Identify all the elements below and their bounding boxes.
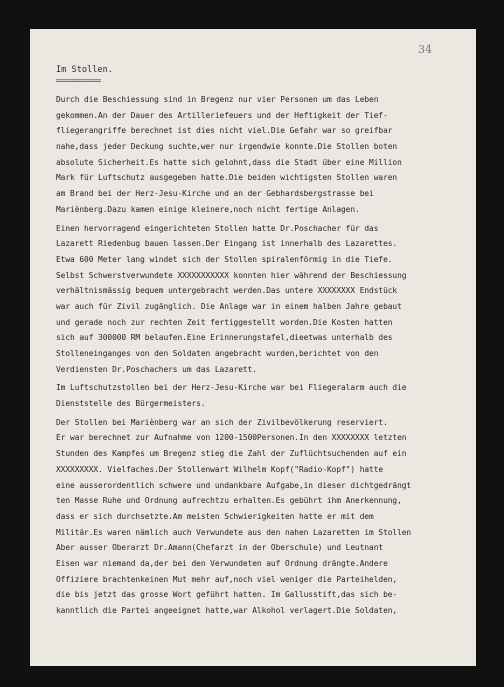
text-line: Einen hervorragend eingerichteten Stollen hatte Dr.Poschacher für das [56, 223, 379, 233]
text-line: die bis jetzt das grosse Wort geführt hatten. Im Gallusstift,das sich be- [56, 590, 398, 600]
text-line: Durch die Beschiessung sind in Bregenz nur vier Personen um das Leben [56, 95, 379, 104]
title-underline: ============ [56, 77, 101, 85]
text-line: XXXXXXXXX. Vielfaches.Der Stollenwart Wilhelm Kopf("Radio-Kopf") hatte [56, 464, 384, 474]
text-line: sich auf 300000 RM belaufen.Eine Erinnerungstafel,dieetwas unterhalb des [56, 333, 393, 343]
text-line: eine ausserordentlich schwere und undankbare Aufgabe,in dieser dichtgedrängt [56, 480, 412, 490]
text-line: Stunden des Kampfes um Bregenz stieg die Zahl der Zuflüchtsuchenden auf ein [56, 449, 407, 459]
typewritten-page [30, 29, 476, 666]
page-title: Im Stollen. [56, 65, 113, 75]
page-number: 34 [418, 43, 432, 56]
text-line: verhältnismässig bequem untergebracht werden.Das untere XXXXXXXX Endstück [56, 286, 398, 296]
text-line: Mariènberg.Dazu kamen einige kleinere,noch nicht fertige Anlagen. [56, 204, 360, 214]
text-line: gekommen.An der Dauer des Artilleriefeuers und der Heftigkeit der Tief- [56, 110, 388, 120]
text-line: am Brand bei der Herz-Jesu-Kirche und an der Gebhardsbergstrasse bei [56, 189, 374, 199]
text-line: Er war berechnet zur Aufnahme von 1200-1500Personen.In den XXXXXXXX letzten [56, 433, 407, 443]
text-line: Dienststelle des Bürgermeisters. [56, 399, 206, 409]
text-line: Selbst Schwerstverwundete XXXXXXXXXXX konnten hier während der Beschiessung [56, 270, 407, 280]
text-line: Etwa 600 Meter lang windet sich der Stollen spiralenförmig in die Tiefe. [56, 254, 393, 264]
text-line: war auch für Zivil zugänglich. Die Anlage war in einem halben Jahre gebaut [56, 301, 402, 311]
text-line: Verdiensten Dr.Poschachers um das Lazarett. [56, 364, 257, 374]
text-line: ten Masse Ruhe und Ordnung aufrechtzu erhalten.Es gebührt ihm Anerkennung, [56, 496, 402, 506]
text-line: Lazarett Riedenbug bauen lassen.Der Eingang ist innerhalb des Lazarettes. [56, 239, 398, 249]
text-line: dass er sich durchsetzte.Am meisten Schwierigkeiten hatte er mit dem [56, 511, 374, 521]
text-line: fliegerangriffe berechnet ist dies nicht viel.Die Gefahr war so greifbar [56, 126, 393, 136]
text-line: kanntlich die Partei angeeignet hatte,war Alkohol verlagert.Die Soldaten, [56, 606, 398, 615]
text-line: Aber ausser Oberarzt Dr.Amann(Chefarzt in der Oberschule) und Leutnant [56, 543, 384, 553]
text-line: Eisen war niemand da,der bei den Verwundeten auf Ordnung drängte.Andere [56, 558, 388, 568]
text-line: Stolleneinganges von den Soldaten angebracht wurden,berichtet von den [56, 349, 379, 358]
text-line: Offiziere brachtenkeinen Mut mehr auf,noch viel weniger die Parteihelden, [56, 574, 398, 584]
text-line: nahe,dass jeder Deckung suchte,wer nur irgendwie konnte.Die Stollen boten [56, 142, 398, 152]
text-line: Der Stollen bei Mariènberg war an sich der Zivilbevölkerung reserviert. [56, 417, 388, 427]
text-line: absolute Sicherheit.Es hatte sich gelohnt,dass die Stadt über eine Million [56, 157, 402, 167]
text-line: und gerade noch zur rechten Zeit fertiggestellt worden.Die Kosten hatten [56, 317, 393, 327]
text-line: Im Luftschutzstollen bei der Herz-Jesu-Kirche war bei Fliegeralarm auch die [56, 383, 407, 393]
text-line: Mark für Luftschutz ausgegeben hatte.Die beiden wichtigsten Stollen waren [56, 173, 398, 183]
document-body [56, 95, 466, 622]
text-line: Militär.Es waren nämlich auch Verwundete aus den nahen Lazaretten im Stollen [56, 527, 412, 537]
